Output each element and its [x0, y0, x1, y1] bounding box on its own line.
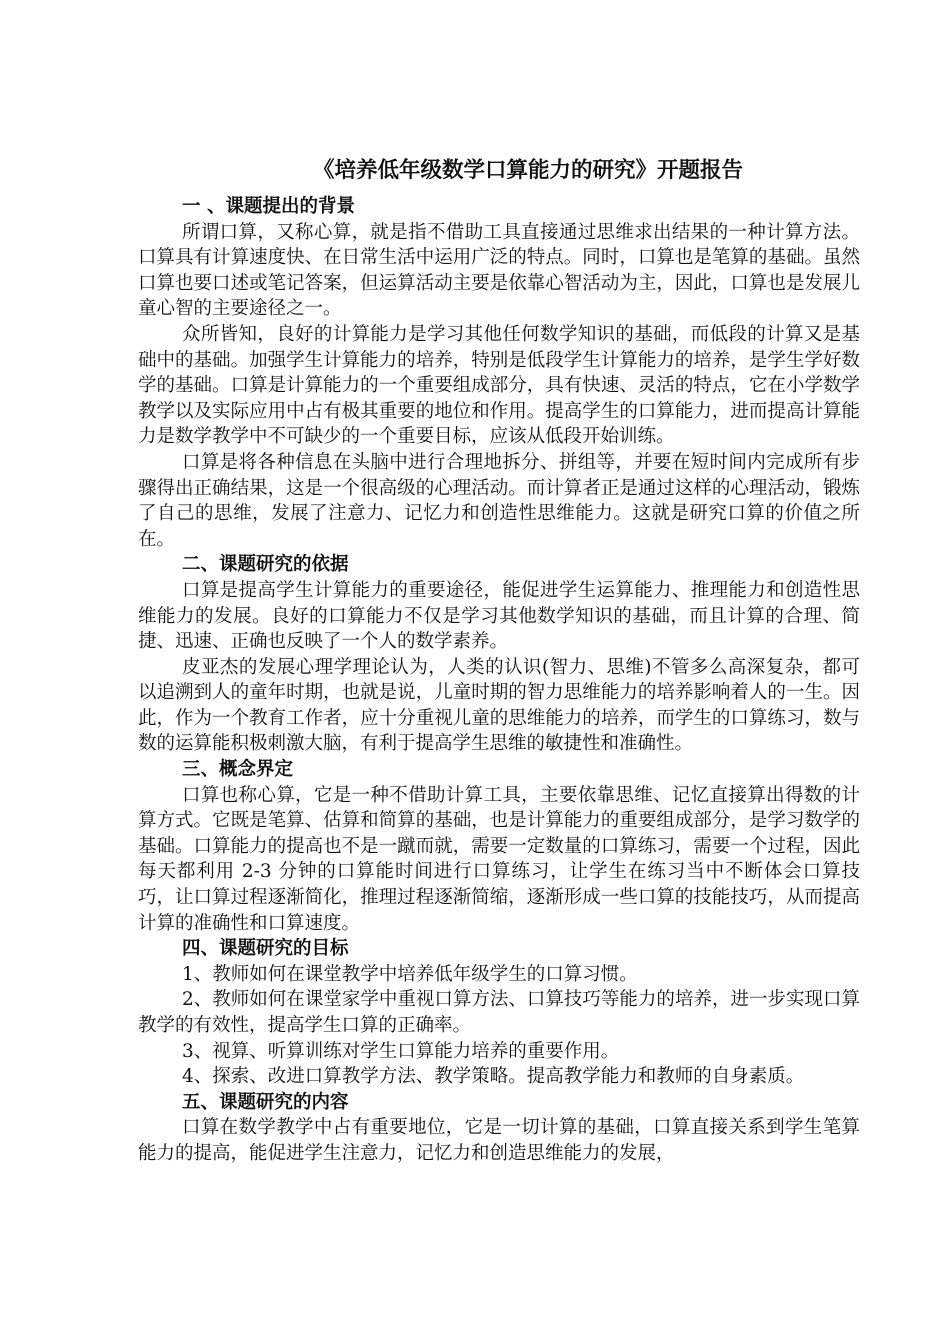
paragraph: 皮亚杰的发展心理学理论认为，人类的认识(智力、思维)不管多么高深复杂，都可以追溯到人的童年时期，也就是说，儿童时期的智力思维能力的培养影响着人的一生。因此，作为一个教育工作者，应十分重视儿童的思维能力的培养，而学生的口算练习，数与数的运算能积极刺激大脑，有利于提高学生思维的敏捷性和准确性。: [138, 656, 860, 755]
section-heading-definition: 三、概念界定: [182, 759, 294, 781]
paragraph: 口算也称心算，它是一种不借助计算工具，主要依靠思维、记忆直接算出得数的计算方式。它既是笔算、估算和简算的基础，也是计算能力的重要组成部分，是学习数学的基础。口算能力的提高也不是一蹴而就，需要一定数量的口算练习，需要一个过程，因此每天都利用 2-3 分钟的口算能时间进行口算练习，让学生在练习当中不断体会口算技巧，让口算过程逐渐简化，推理过程逐渐简缩，逐渐形成一些口算的技能技巧，从而提高计算的准确性和口算速度。: [138, 784, 860, 934]
document-page: [138, 154, 860, 1167]
document-title: 《培养低年级数学口算能力的研究》开题报告: [312, 158, 743, 183]
goal-item: 1、教师如何在课堂教学中培养低年级学生的口算习惯。: [182, 963, 638, 985]
paragraph: 口算是提高学生计算能力的重要途径，能促进学生运算能力、推理能力和创造性思维能力的发展。良好的口算能力不仅是学习其他数学知识的基础，而且计算的合理、简捷、迅速、正确也反映了一个人的数学素养。: [138, 579, 860, 653]
paragraph: 口算在数学教学中占有重要地位，它是一切计算的基础，口算直接关系到学生笔算能力的提高，能促进学生注意力，记忆力和创造思维能力的发展，: [138, 1117, 860, 1164]
goal-item: 3、视算、听算训练对学生口算能力培养的重要作用。: [182, 1040, 620, 1062]
paragraph: 所谓口算，又称心算，就是指不借助工具直接通过思维求出结果的一种计算方法。口算具有计算速度快、在日常生活中运用广泛的特点。同时，口算也是笔算的基础。虽然口算也要口述或笔记答案，但运算活动主要是依靠心智活动为主，因此，口算也是发展儿童心智的主要途径之一。: [138, 221, 860, 320]
goal-item: 4、探索、改进口算教学方法、教学策略。提高教学能力和教师的自身素质。: [182, 1066, 805, 1088]
section-heading-goals: 四、课题研究的目标: [182, 938, 349, 960]
section-heading-background: 一 、课题提出的背景: [182, 196, 355, 217]
section-heading-content: 五、课题研究的内容: [182, 1091, 349, 1113]
paragraph: 口算是将各种信息在头脑中进行合理地拆分、拼组等，并要在短时间内完成所有步骤得出正确结果，这是一个很高级的心理活动。而计算者正是通过这样的心理活动，锻炼了自己的思维，发展了注意力、记忆力和创造性思维能力。这就是研究口算的价值之所在。: [138, 451, 860, 550]
section-heading-basis: 二、课题研究的依据: [182, 554, 349, 576]
paragraph: 众所皆知，良好的计算能力是学习其他任何数学知识的基础，而低段的计算又是基础中的基础。加强学生计算能力的培养，特别是低段学生计算能力的培养，是学生学好数学的基础。口算是计算能力的一个重要组成部分，具有快速、灵活的特点，它在小学数学教学以及实际应用中占有极其重要的地位和作用。提高学生的口算能力，进而提高计算能力是数学教学中不可缺少的一个重要目标，应该从低段开始训练。: [138, 323, 860, 448]
goal-item: 2、教师如何在课堂家学中重视口算方法、口算技巧等能力的培养，进一步实现口算教学的有效性，提高学生口算的正确率。: [138, 989, 860, 1036]
